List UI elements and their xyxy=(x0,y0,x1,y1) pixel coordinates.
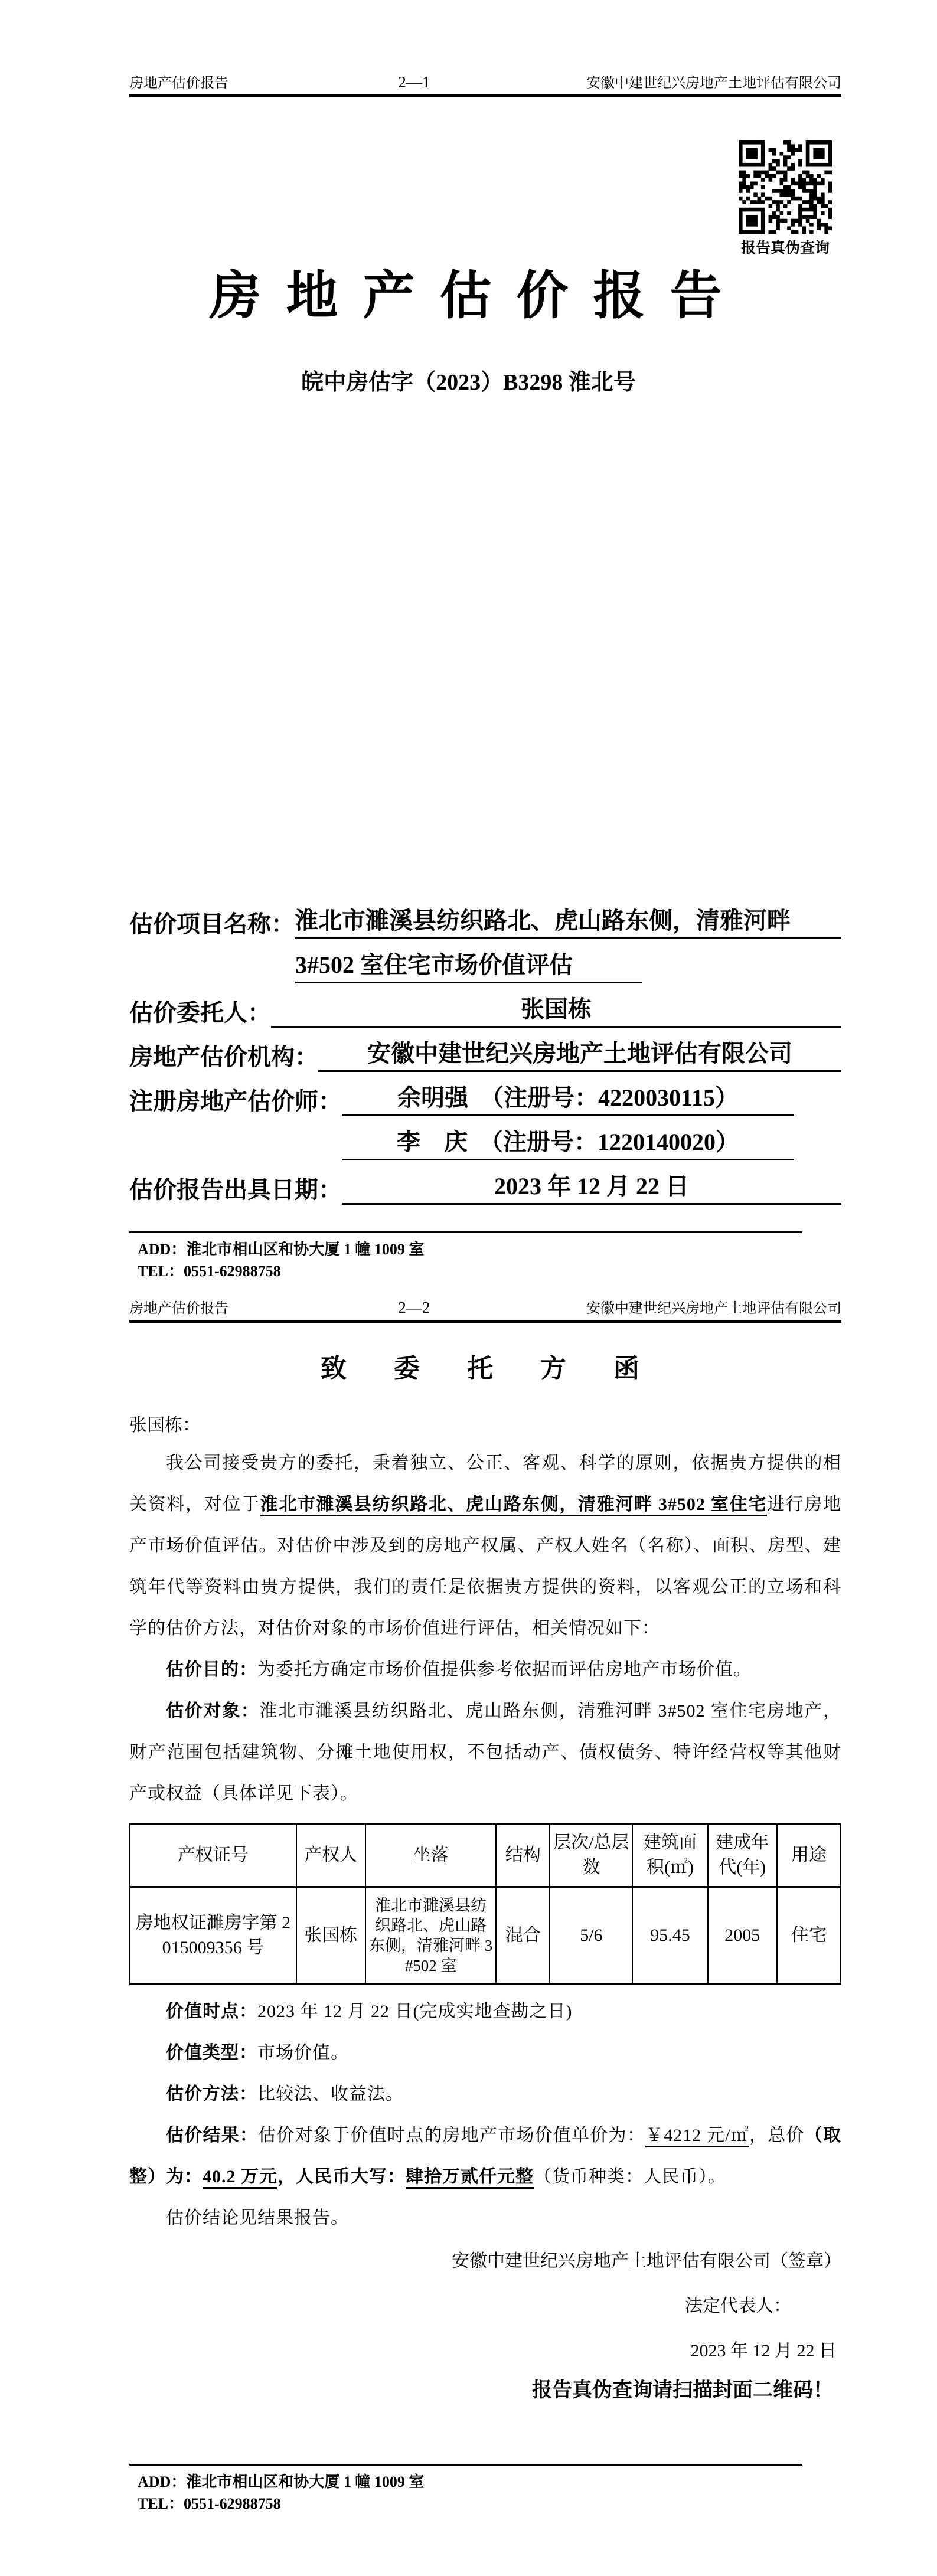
field-value: 3#502 室住宅市场价值评估 xyxy=(295,946,642,983)
footer-rule xyxy=(129,2464,802,2466)
field-row-continuation xyxy=(129,951,841,983)
header-company: 安徽中建世纪兴房地产土地评估有限公司 xyxy=(586,1301,841,1316)
qr-code xyxy=(739,140,832,234)
qr-block xyxy=(739,140,832,257)
paragraph xyxy=(129,2074,841,2115)
table-cell: 混合 xyxy=(496,1887,550,1984)
scan-note: 报告真伪查询请扫描封面二维码！ xyxy=(532,2379,833,2401)
letter-title: 致 委 托 方 函 xyxy=(321,1354,650,1383)
paragraph xyxy=(129,1649,841,1691)
paragraph xyxy=(129,2198,841,2239)
letter-body xyxy=(129,1338,841,2408)
header-rule xyxy=(129,94,841,97)
field-value: 淮北市濉溪县纺织路北、虎山路东侧，清雅河畔 xyxy=(295,902,841,939)
page2-header xyxy=(129,1296,841,1317)
field-row xyxy=(129,1039,841,1072)
text-segment: 淮北市濉溪县纺织路北、虎山路东侧，清雅河畔 3#502 室住宅房地产，财产范围包括建筑物、分摊土地使用权，不包括动产、债权债务、特许经营权等其他财产或权益（具体详见下表）。 xyxy=(129,1701,842,1803)
text-segment: 市场价值。 xyxy=(257,2043,349,2062)
field-value: 张国栋 xyxy=(271,990,841,1028)
text-segment: 价值类型： xyxy=(166,2043,257,2062)
subject-property-table xyxy=(129,1823,841,1985)
field-row xyxy=(129,1172,841,1205)
column-header: 建筑面积(㎡) xyxy=(632,1824,707,1888)
header-doc-title: 房地产估价报告 xyxy=(129,1301,228,1316)
text-segment: 淮北市濉溪县纺织路北、虎山路东侧，清雅河畔 3#502 室住宅 xyxy=(260,1495,767,1516)
text-segment: ，总价 xyxy=(749,2126,805,2145)
column-header: 坐落 xyxy=(365,1824,497,1888)
column-header: 结构 xyxy=(496,1824,550,1888)
paragraph xyxy=(129,1443,841,1649)
header-doc-title: 房地产估价报告 xyxy=(129,76,228,91)
text-segment: 我公司接受贵方的委托，秉着独立、公正、客观、科学的原则，依据贵方提供的相关资料，对位于 xyxy=(129,1453,841,1514)
field-value: 李 庆 （注册号：1220140020） xyxy=(342,1123,794,1160)
table-row xyxy=(130,1887,841,1984)
footer-phone: TEL：0551-62988758 xyxy=(138,2495,281,2512)
text-segment: 估价对象于价值时点的房地产市场价值单价为： xyxy=(258,2126,646,2145)
footer-address: ADD：淮北市相山区和协大厦 1 幢 1009 室 xyxy=(138,2473,425,2490)
text-segment: 估价对象： xyxy=(166,1701,260,1721)
page1-footer xyxy=(138,1238,424,1282)
column-header: 产权人 xyxy=(296,1824,365,1888)
paragraph xyxy=(129,1691,841,1815)
header-page-number: 2—1 xyxy=(398,73,430,91)
text-segment: 进行房地产市场价值评估。对估价中涉及到的房地产权属、产权人姓名（名称）、面积、房型、建筑年代等资料由贵方提供，我们的责任是依据贵方提供的资料，以客观公正的立场和科学的估价方法，对估价对象的市场价值进行评估，相关情况如下： xyxy=(129,1495,842,1638)
header-rule xyxy=(129,1320,841,1323)
letter-paragraphs-before xyxy=(129,1443,841,1815)
field-value: 安徽中建世纪兴房地产土地评估有限公司 xyxy=(318,1035,841,1072)
table-cell: 张国栋 xyxy=(296,1887,365,1984)
text-segment: 估价结果： xyxy=(166,2126,259,2145)
table-header-row xyxy=(130,1824,841,1888)
legal-rep-label: 法定代表人： xyxy=(685,2296,791,2316)
field-label: 估价项目名称： xyxy=(129,911,295,937)
text-segment: 肆拾万贰仟元整 xyxy=(406,2167,534,2189)
table-cell: 住宅 xyxy=(777,1887,841,1984)
field-row xyxy=(129,1084,841,1116)
text-segment: 估价结论见结果报告。 xyxy=(166,2208,349,2228)
paragraph xyxy=(129,2115,841,2198)
page2-footer xyxy=(138,2471,424,2515)
field-label: 估价报告出具日期： xyxy=(129,1176,342,1203)
header-company: 安徽中建世纪兴房地产土地评估有限公司 xyxy=(586,76,841,91)
text-segment: （取整）为： xyxy=(129,2126,842,2186)
salutation: 张国栋： xyxy=(129,1416,200,1435)
qr-caption: 报告真伪查询 xyxy=(740,240,830,256)
signature-block xyxy=(129,2239,841,2374)
signature-company: 安徽中建世纪兴房地产土地评估有限公司（签章） xyxy=(452,2251,841,2271)
table-cell: 5/6 xyxy=(550,1887,632,1984)
text-segment: 价值时点： xyxy=(166,2002,257,2021)
table-cell: 淮北市濉溪县纺织路北、虎山路东侧，清雅河畔 3#502 室 xyxy=(365,1887,497,1984)
doc-number: 皖中房估字（2023）B3298 淮北号 xyxy=(301,370,636,395)
text-segment: 为委托方确定市场价值提供参考依据而评估房地产市场价值。 xyxy=(257,1660,752,1679)
field-row xyxy=(129,907,841,939)
signature-date: 2023 年 12 月 22 日 xyxy=(690,2341,837,2361)
field-label: 注册房地产估价师： xyxy=(129,1088,342,1114)
column-header: 用途 xyxy=(777,1824,841,1888)
text-segment: （货币种类：人民币）。 xyxy=(534,2167,726,2186)
column-header: 层次/总层数 xyxy=(550,1824,632,1888)
paragraph xyxy=(129,2032,841,2074)
field-value: 2023 年 12 月 22 日 xyxy=(342,1168,841,1205)
field-label: 房地产估价机构： xyxy=(129,1044,318,1070)
column-header: 建成年代(年) xyxy=(708,1824,777,1888)
text-segment: 估价目的： xyxy=(166,1660,257,1679)
footer-address: ADD：淮北市相山区和协大厦 1 幢 1009 室 xyxy=(138,1241,425,1258)
table-cell: 95.45 xyxy=(632,1887,707,1984)
text-segment: 40.2 万元 xyxy=(203,2167,277,2189)
text-segment: ，人民币大写： xyxy=(277,2167,406,2186)
text-segment: 估价方法： xyxy=(166,2084,257,2104)
field-row xyxy=(129,995,841,1028)
text-segment: ￥4212 元/㎡ xyxy=(645,2126,749,2147)
field-label: 估价委托人： xyxy=(129,999,271,1026)
text-segment: 2023 年 12 月 22 日(完成实地查勘之日) xyxy=(257,2002,573,2021)
column-header: 产权证号 xyxy=(130,1824,296,1888)
report-title: 房 地 产 估 价 报 告 xyxy=(209,268,728,325)
paragraph xyxy=(129,1991,841,2032)
text-segment: 比较法、收益法。 xyxy=(257,2084,404,2104)
cover-fields xyxy=(129,907,841,1217)
field-row xyxy=(129,1128,841,1160)
footer-rule xyxy=(129,1231,802,1233)
header-page-number: 2—2 xyxy=(398,1299,430,1316)
footer-phone: TEL：0551-62988758 xyxy=(138,1263,281,1280)
field-value: 余明强 （注册号：4220030115） xyxy=(342,1079,794,1116)
letter-paragraphs-after xyxy=(129,1991,841,2239)
page1-header xyxy=(129,71,841,91)
table-cell: 房地权证濉房字第 2015009356 号 xyxy=(130,1887,296,1984)
table-cell: 2005 xyxy=(708,1887,777,1984)
